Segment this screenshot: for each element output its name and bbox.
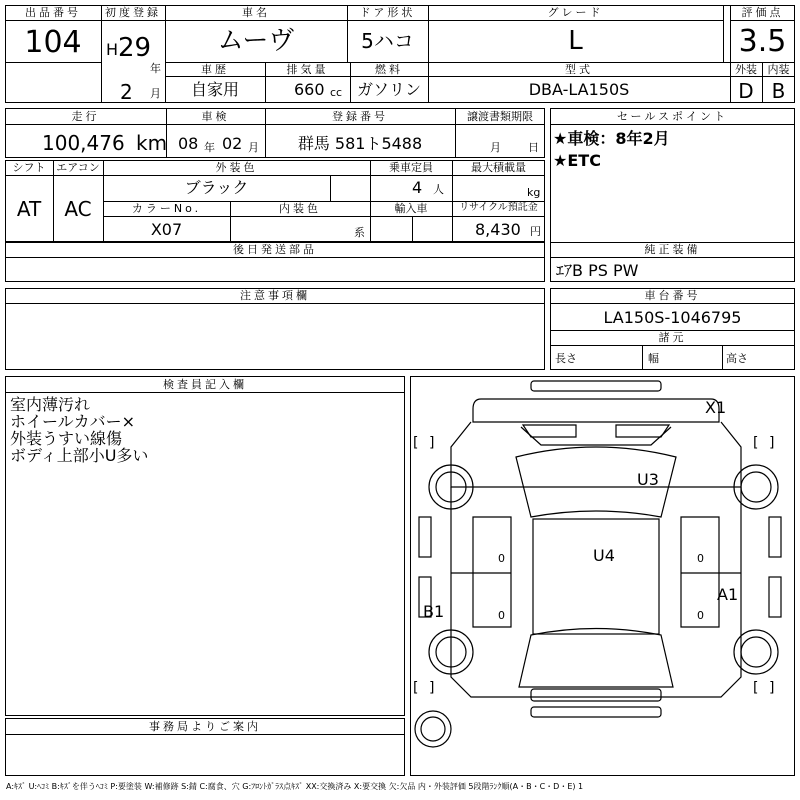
row-line [103, 216, 545, 217]
damage-mark-u3: U3 [637, 470, 659, 489]
car-name: ムーヴ [217, 26, 295, 56]
displacement-unit: cc [330, 86, 343, 99]
svg-text:[: [ [753, 435, 759, 451]
row-line [550, 345, 795, 346]
inspection-year: 08 [178, 134, 199, 153]
interior-color-unit: 系 [354, 226, 365, 239]
color-no: X07 [150, 220, 183, 239]
inspector-line-2: ホイールカバー× [10, 412, 136, 431]
length-label: 長さ [555, 352, 577, 365]
door-type: 5ハコ [361, 29, 414, 53]
ac-label: エアコン [56, 161, 100, 174]
v-line [723, 5, 724, 62]
car-name-label: 車名 [242, 6, 270, 19]
transfer-month-unit: 月 [490, 141, 501, 154]
fuel-label: 燃料 [375, 63, 403, 76]
ac: AC [64, 197, 92, 221]
lot-no: 104 [24, 25, 82, 60]
sales-label: セールスポイント [616, 110, 728, 123]
grade-label: グレード [547, 6, 604, 19]
mark-zero: 0 [498, 609, 505, 622]
interior-color-label: 内装色 [279, 202, 321, 215]
damage-mark-u4: U4 [593, 546, 615, 565]
recycle-label: リサイクル預託金 [459, 202, 538, 213]
lot-no-label: 出品番号 [25, 6, 81, 19]
svg-text:[: [ [413, 435, 419, 451]
row-line [550, 257, 795, 258]
v-line [330, 175, 331, 201]
reg-month: 2 [120, 80, 133, 104]
mark-zero: 0 [697, 552, 704, 565]
dims-label: 諸元 [658, 331, 687, 344]
v-line [722, 345, 723, 370]
height-label: 高さ [726, 352, 748, 365]
damage-mark-b1: B1 [423, 602, 445, 621]
first-reg-label: 初度登録 [105, 6, 161, 19]
import-label: 輸入車 [394, 202, 428, 215]
score: 3.5 [738, 24, 787, 59]
transfer-day-unit: 日 [528, 141, 539, 154]
v-line [101, 5, 102, 103]
history: 自家用 [190, 80, 239, 99]
legend: A:ｷｽﾞ U:ﾍｺﾐ B:ｷｽﾞを伴うﾍｺﾐ P:要塗装 W:補修跡 S:錆 C:腐食、穴 G:ﾌﾛﾝﾄｶﾞﾗｽ点ｷｽﾞ XX:交換済み X:要交換 欠:欠品 内・外装評価 5段階ﾗﾝｸ順(A・B・C・D・E) 1 [6, 782, 584, 791]
inspection-label: 車検 [201, 110, 230, 123]
reg-no: 群馬 581ト5488 [297, 134, 423, 153]
inspection-month-unit: 月 [248, 141, 259, 154]
inspection-year-unit: 年 [204, 141, 215, 154]
row-line [5, 124, 545, 125]
row-line [5, 392, 405, 393]
seats-label: 乗車定員 [389, 161, 433, 174]
exterior-grade: D [738, 79, 754, 103]
top-header-line3 [730, 20, 795, 21]
interior-grade: B [771, 79, 786, 103]
row-line [5, 303, 545, 304]
top-header-line2 [101, 20, 723, 21]
car-diagram [410, 376, 795, 776]
recycle-unit: 円 [530, 225, 541, 238]
inspection-month: 02 [222, 134, 243, 153]
svg-text:]: ] [429, 435, 435, 451]
color: ブラック [184, 178, 249, 197]
office-label: 事務局よりご案内 [149, 720, 261, 733]
svg-text:]: ] [769, 680, 775, 696]
top-mid-line2 [165, 76, 730, 77]
row-line [550, 303, 795, 304]
sales-point-2: ★ETC [553, 151, 601, 170]
recycle-fee: 8,430 [475, 220, 521, 239]
equip-label: 純正装備 [644, 243, 701, 256]
mark-zero: 0 [498, 552, 505, 565]
width-label: 幅 [648, 352, 659, 365]
svg-text:[: [ [753, 680, 759, 696]
color-label: 外装色 [215, 161, 258, 174]
svg-text:]: ] [769, 435, 775, 451]
inspector-label: 検査員記入欄 [163, 378, 247, 391]
model: DBA-LA150S [528, 80, 630, 99]
year-unit: 年 [150, 62, 161, 75]
door-label: ドア形状 [359, 6, 416, 19]
seats-unit: 人 [433, 183, 444, 196]
v-line [642, 345, 643, 370]
v-line [412, 216, 413, 242]
inspector-line-4: ボディ上部小U多い [10, 446, 149, 465]
model-label: 型式 [565, 63, 593, 76]
score-label: 評価点 [741, 6, 784, 19]
svg-text:]: ] [429, 680, 435, 696]
chassis-no: LA150S-1046795 [603, 308, 742, 327]
svg-text:[: [ [413, 680, 419, 696]
inspector-line-3: 外装うすい線傷 [10, 429, 123, 448]
chassis-label: 車台番号 [644, 289, 701, 302]
shift: AT [16, 197, 42, 221]
mileage: 100,476 [42, 131, 125, 155]
car-diagram-drawing [411, 377, 794, 775]
reg-no-label: 登録番号 [332, 110, 388, 123]
top-header-line [5, 20, 101, 21]
row-line [5, 734, 405, 735]
displacement-label: 排気量 [286, 63, 329, 76]
grade: L [568, 26, 583, 56]
top-mid-line [165, 62, 795, 63]
row-line [550, 124, 795, 125]
exterior-label: 外装 [735, 63, 757, 76]
mark-zero: 0 [697, 609, 704, 622]
seats: 4 [412, 178, 423, 197]
row-line [5, 257, 545, 258]
shift-label: シフト [12, 161, 46, 174]
inspector-line-1: 室内薄汚れ [10, 395, 91, 414]
lot-divider [5, 62, 101, 63]
mileage-unit: km [136, 131, 168, 155]
history-label: 車歴 [201, 63, 229, 76]
damage-mark-a1: A1 [717, 585, 739, 604]
color-no-label: カラーNo. [131, 202, 202, 215]
era: H [106, 40, 119, 59]
equipment: ｴｱB PS PW [556, 261, 639, 280]
damage-mark-x1: X1 [705, 398, 727, 417]
transfer-label: 譲渡書類期限 [467, 110, 533, 123]
interior-label: 内装 [767, 63, 790, 76]
displacement: 660 [294, 80, 325, 99]
load-unit: kg [527, 186, 541, 199]
later-parts-label: 後日発送部品 [233, 243, 317, 256]
row-line [5, 175, 545, 176]
sales-point-1: ★車検：8年2月 [553, 129, 670, 148]
fuel: ガソリン [356, 80, 421, 99]
reg-year: 29 [118, 33, 152, 63]
mileage-label: 走行 [71, 110, 100, 123]
load-label: 最大積載量 [471, 161, 526, 174]
month-unit: 月 [150, 87, 161, 100]
caution-label: 注意事項欄 [240, 289, 310, 302]
